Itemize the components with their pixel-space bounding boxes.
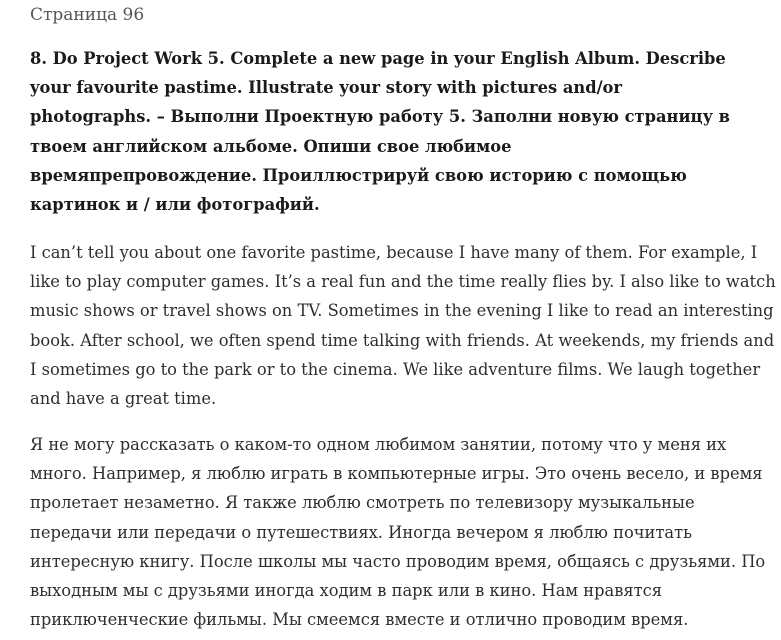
answer-english-line: book. After school, we often spend time talking with friends. At weekends, my friends and (30, 330, 775, 350)
task-heading-line: 8. Do Project Work 5. Complete a new page in your English Album. Describe (30, 49, 726, 68)
answer-english-line: I can’t tell you about one favorite pastime, because I have many of them. For example, I (30, 243, 758, 262)
task-heading-line: your favourite pastime. Illustrate your story with pictures and/or (30, 78, 622, 98)
task-heading-line: времяпрепровождение. Проиллюстрируй свою историю с помощью (30, 165, 687, 185)
answer-russian-line: Я не могу рассказать о каком-то одном любимом занятии, потому что у меня их (30, 435, 727, 454)
answer-russian-line: приключенческие фильмы. Мы смеемся вместе и отлично проводим время. (30, 610, 689, 630)
task-heading-line: картинок и / или фотографий. (30, 195, 320, 215)
answer-russian-paragraph (30, 430, 766, 634)
task-heading-line: твоем английском альбоме. Опиши свое любимое (30, 136, 512, 156)
answer-english-line: I sometimes go to the park or to the cinema. We like adventure films. We laugh together (30, 359, 761, 379)
answer-russian-line: выходным мы с друзьями иногда ходим в парк или в кино. Нам нравятся (30, 581, 663, 601)
answer-russian-line: пролетает незаметно. Я также люблю смотреть по телевизору музыкальные (30, 493, 695, 513)
answer-english-line: like to play computer games. It’s a real fun and the time really flies by. I also like to watch (30, 272, 776, 292)
answer-russian-line: много. Например, я люблю играть в компьютерные игры. Это очень весело, и время (30, 464, 763, 484)
answer-english-paragraph (30, 238, 776, 413)
task-heading-line: photographs. – Выполни Проектную работу 5. Заполни новую страницу в (30, 107, 730, 127)
answer-english-line: music shows or travel shows on TV. Sometimes in the evening I like to read an interesting (30, 301, 774, 321)
answer-english-line: and have a great time. (30, 389, 217, 409)
page-label: Страница 96 (30, 5, 145, 25)
answer-russian-line: интересную книгу. После школы мы часто проводим время, общаясь с друзьями. По (30, 551, 766, 571)
task-heading (30, 44, 760, 219)
answer-russian-line: передачи или передачи о путешествиях. Иногда вечером я люблю почитать (30, 522, 692, 542)
